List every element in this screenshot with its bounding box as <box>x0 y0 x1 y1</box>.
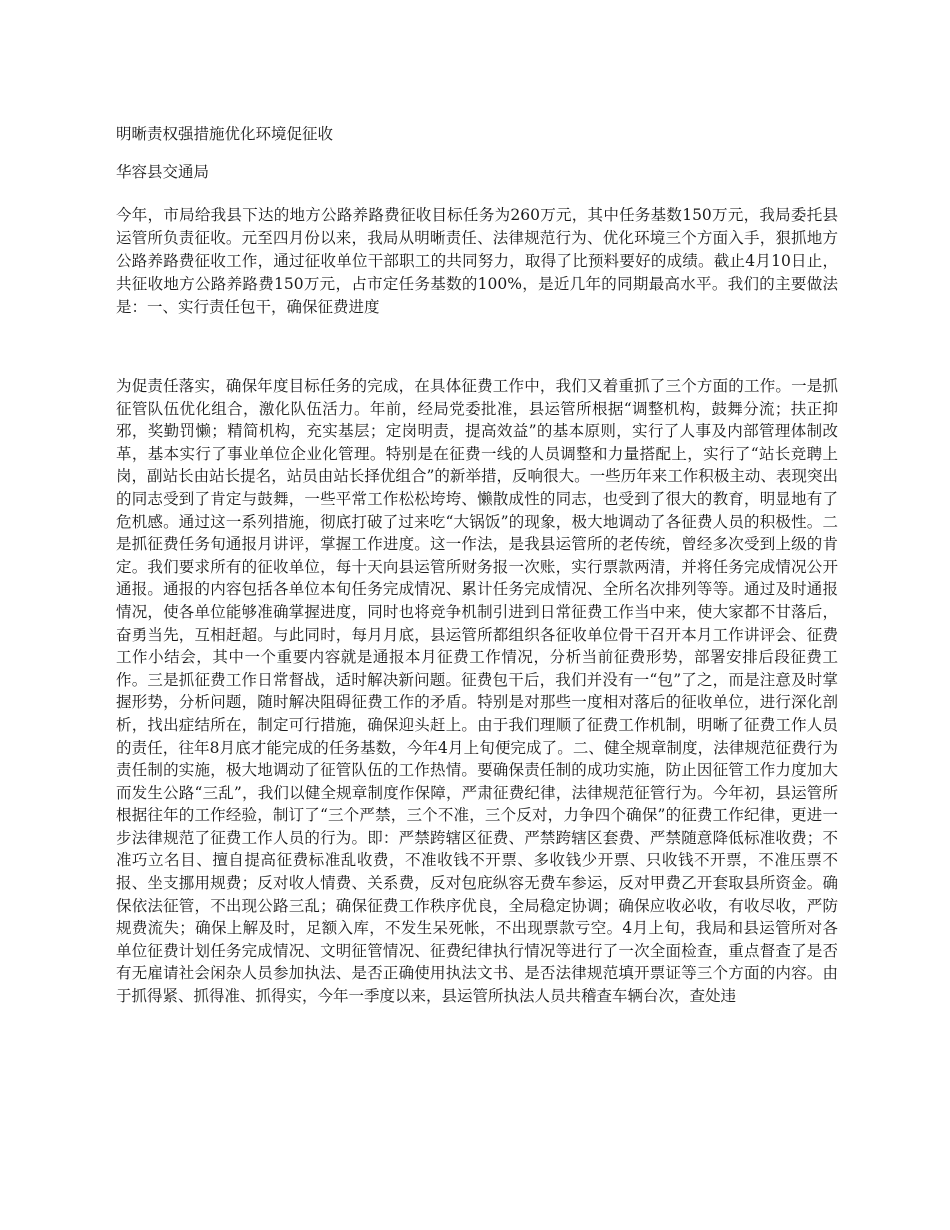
intro-paragraph: 今年，市局给我县下达的地方公路养路费征收目标任务为260万元，其中任务基数150万元，我局委托县运管所负责征收。元至四月份以来，我局从明晰责任、法律规范行为、优化环境三个方面入手，狠抓地方公路养路费征收工作，通过征收单位干部职工的共同努力，取得了比预料要好的成绩。截止4月10日止，共征收地方公路养路费150万元，占市定任务基数的100%，是近几年的同期最高水平。我们的主要做法是：一、实行责任包干，确保征费进度 <box>116 206 838 316</box>
body-paragraph: 为促责任落实，确保年度目标任务的完成，在具体征费工作中，我们又着重抓了三个方面的工作。一是抓征管队伍优化组合，激化队伍活力。年前，经局党委批准，县运管所根据“调整机构，鼓舞分流；扶正抑邪，奖勤罚懒；精简机构，充实基层；定岗明责，提高效益”的基本原则，实行了人事及内部管理体制改革，基本实行了事业单位企业化管理。特别是在征费一线的人员调整和力量搭配上，实行了“站长竞聘上岗，副站长由站长提名，站员由站长择优组合”的新举措，反响很大。一些历年来工作积极主动、表现突出的同志受到了肯定与鼓舞，一些平常工作松松垮垮、懒散成性的同志，也受到了很大的教育，明显地有了危机感。通过这一系列措施，彻底打破了过来吃“大锅饭”的现象，极大地调动了各征费人员的积极性。二是抓征费任务旬通报月讲评，掌握工作进度。这一作法，是我县运管所的老传统，曾经多次受到上级的肯定。我们要求所有的征收单位，每十天向县运管所财务报一次账，实行票款两清，并将任务完成情况公开通报。通报的内容包括各单位本旬任务完成情况、累计任务完成情况、全所名次排列等等。通过及时通报情况，使各单位能够准确掌握进度，同时也将竞争机制引进到日常征费工作当中来，使大家都不甘落后，奋勇当先，互相赶超。与此同时，每月月底，县运管所都组织各征收单位骨干召开本月工作讲评会、征费工作小结会，其中一个重要内容就是通报本月征费工作情况，分析当前征费形势，部署安排后段征费工作。三是抓征费工作日常督战，适时解决新问题。征费包干后，我们并没有一“包”了之，而是注意及时掌握形势，分析问题，随时解决阻碍征费工作的矛盾。特别是对那些一度相对落后的征收单位，进行深化剖析，找出症结所在，制定可行措施，确保迎头赶上。由于我们理顺了征费工作机制，明晰了征费工作人员的责任，往年8月底才能完成的任务基数，今年4月上旬便完成了。二、健全规章制度，法律规范征费行为责任制的实施，极大地调动了征管队伍的工作热情。要确保责任制的成功实施，防止因征管工作力度加大而发生公路“三乱”，我们以健全规章制度作保障，严肃征费纪律，法律规范征管行为。今年初，县运管所根据往年的工作经验，制订了“三个严禁，三个不准，三个反对，力争四个确保”的征费工作纪律，更进一步法律规范了征费工作人员的行为。即：严禁跨辖区征费、严禁跨辖区套费、严禁随意降低标准收费；不准巧立名目、擅自提高征费标准乱收费，不准收钱不开票、多收钱少开票、只收钱不开票，不准压票不报、坐支挪用规费；反对收人情费、关系费，反对包庇纵容无费车参运，反对甲费乙开套取县所资金。确保依法征管，不出现公路三乱；确保征费工作秩序优良，全局稳定协调；确保应收必收，有收尽收，严防规费流失；确保上解及时，足额入库，不发生呆死帐，不出现票款亏空。4月上旬，我局和县运管所对各单位征费计划任务完成情况、文明征管情况、征费纪律执行情况等进行了一次全面检查，重点督查了是否有无雇请社会闲杂人员参加执法、是否正确使用执法文书、是否法律规范填开票证等三个方面的内容。由于抓得紧、抓得准、抓得实，今年一季度以来，县运管所执法人员共稽查车辆台次，查处违 <box>116 377 838 1006</box>
document-author: 华容县交通局 <box>116 163 210 181</box>
document-page <box>116 124 838 1008</box>
document-title: 明晰责权强措施优化环境促征收 <box>116 125 334 143</box>
